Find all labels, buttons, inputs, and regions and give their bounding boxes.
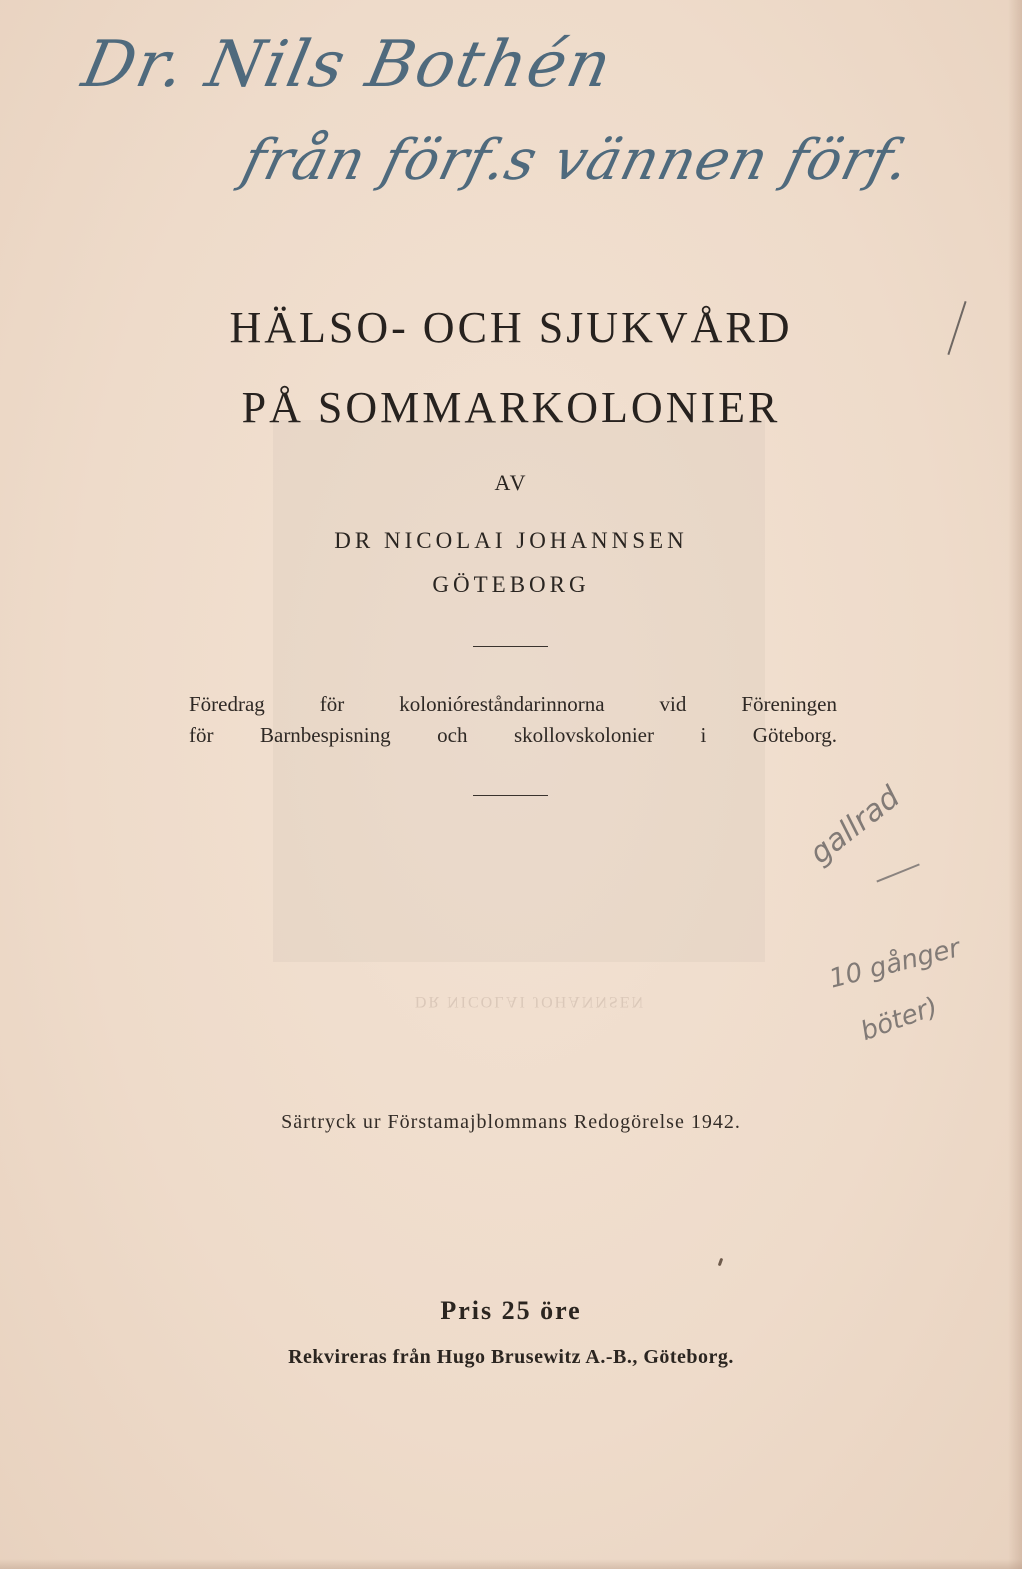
paper-edge-shadow [1008, 0, 1022, 1569]
pencil-note-line-2: 10 gånger [826, 933, 964, 995]
pencil-slash-mark [947, 301, 966, 355]
show-through-plate [273, 420, 765, 962]
author-name: DR NICOLAI JOHANNSEN [334, 528, 688, 553]
order-info: Rekvireras från Hugo Brusewitz A.-B., Göteborg. [288, 1346, 734, 1368]
divider-rule [473, 795, 548, 796]
divider-rule [473, 646, 548, 647]
paper-speck [718, 1258, 724, 1267]
lecture-note-line-2: för Barnbespisning och skollovskolonier i Göteborg. [189, 723, 837, 747]
reprint-note: Särtryck ur Förstamajblommans Redogörelse 1942. [281, 1111, 741, 1133]
pencil-note-line-3: böter) [856, 991, 942, 1048]
handwritten-dedication-line-1: Dr. Nils Bothén [76, 28, 620, 102]
pencil-note-gallrad: gallrad [803, 779, 907, 872]
paper-bottom-shadow [0, 1559, 1022, 1569]
title-line-2: PÅ SOMMARKOLONIER [241, 383, 781, 432]
price-line: Pris 25 öre [440, 1296, 582, 1325]
author-city: GÖTEBORG [432, 572, 590, 597]
handwritten-dedication-line-2: från förf.s vännen förf. [235, 128, 918, 193]
pencil-dash-mark [876, 863, 919, 882]
show-through-caption: DR NICOLAI JOHANNSEN [414, 993, 646, 1010]
byline-av: AV [494, 470, 528, 495]
title-line-1: HÄLSO- OCH SJUKVÅRD [229, 303, 793, 352]
lecture-note-line-1: Föredrag för kolonióreståndarinnorna vid Föreningen [189, 692, 837, 716]
